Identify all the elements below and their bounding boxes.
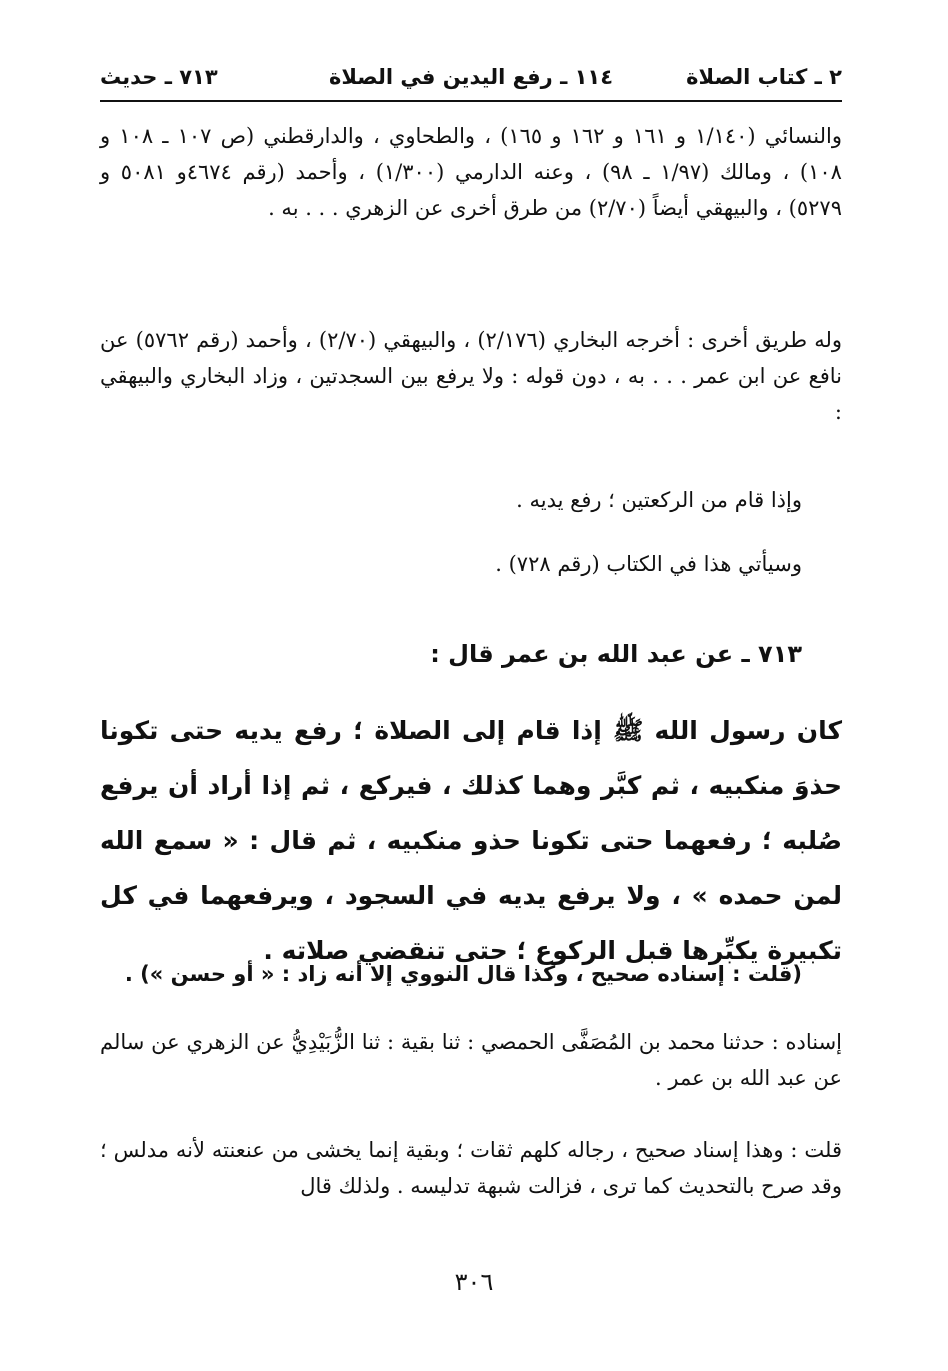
header-chapter: ٢ ـ كتاب الصلاة <box>686 65 842 89</box>
paragraph-commentary <box>100 1132 842 1204</box>
paragraph-text: وله طريق أخرى : أخرجه البخاري (٢/١٧٦) ، والبيهقي (٢/٧٠) ، وأحمد (رقم ٥٧٦٢) عن نافع عن ابن عمر . . . به ، دون قوله : ولا يرفع بين السجدتين ، وزاد البخاري والبيهقي : <box>100 328 842 424</box>
paragraph-sources-2 <box>100 322 842 430</box>
paragraph-grading <box>100 956 842 992</box>
paragraph-text: وسيأتي هذا في الكتاب (رقم ٧٢٨) . <box>495 552 802 576</box>
header-hadith-number: ٧١٣ ـ حديث <box>100 65 218 89</box>
paragraph-text: (قلت : إسناده صحيح ، وكذا قال النووي إلا أنه زاد : « أو حسن ») . <box>124 962 802 986</box>
hadith-body <box>100 678 842 1003</box>
paragraph-text: إسناده : حدثنا محمد بن المُصَفَّى الحمصي : ثنا بقية : ثنا الزُّبَيْدِيُّ عن الزهري عن سالم عن عبد الله بن عمر . <box>100 1030 842 1090</box>
paragraph-addition <box>100 482 842 518</box>
paragraph-text: قلت : وهذا إسناد صحيح ، رجاله كلهم ثقات ؛ وبقية إنما يخشى من عنعنته لأنه مدلس ؛ وقد صرح بالتحديث كما ترى ، فزالت شبهة تدليسه . ولذلك قال <box>100 1138 842 1198</box>
header-divider <box>100 100 842 102</box>
paragraph-sources-1 <box>100 118 842 226</box>
hadith-text: كان رسول الله ﷺ إذا قام إلى الصلاة ؛ رفع يديه حتى تكونا حذوَ منكبيه ، ثم كبَّر وهما كذلك ، فيركع ، ثم إذا أراد أن يرفع صُلبه ؛ رفعهما حتى تكونا حذو منكبيه ، ثم قال : « سمع الله لمن حمده » ، ولا يرفع يديه في السجود ، ويرفعهما في كل تكبيرة يكبِّرها قبل الركوع ؛ حتى تنقضي صلاته . <box>100 716 842 965</box>
paragraph-text: وإذا قام من الركعتين ؛ رفع يديه . <box>516 488 802 512</box>
hadith-heading-text: ٧١٣ ـ عن عبد الله بن عمر قال : <box>430 640 802 668</box>
paragraph-isnad <box>100 1024 842 1096</box>
paragraph-text: والنسائي (١/١٤٠ و ١٦١ و ١٦٢ و ١٦٥) ، والطحاوي ، والدارقطني (ص ١٠٧ ـ ١٠٨ و ١٠٨) ، ومالك (١/٩٧ ـ ٩٨) ، وعنه الدارمي (١/٣٠٠) ، وأحمد (رقم ٤٦٧٤و ٥٠٨١ و ٥٢٧٩) ، والبيهقي أيضاً (٢/٧٠) من طرق أخرى عن الزهري . . . به . <box>100 124 842 220</box>
running-header <box>100 62 842 92</box>
paragraph-cross-reference <box>100 546 842 582</box>
page-number: ٣٠٦ <box>454 1268 494 1296</box>
header-section: ١١٤ ـ رفع اليدين في الصلاة <box>328 65 614 89</box>
